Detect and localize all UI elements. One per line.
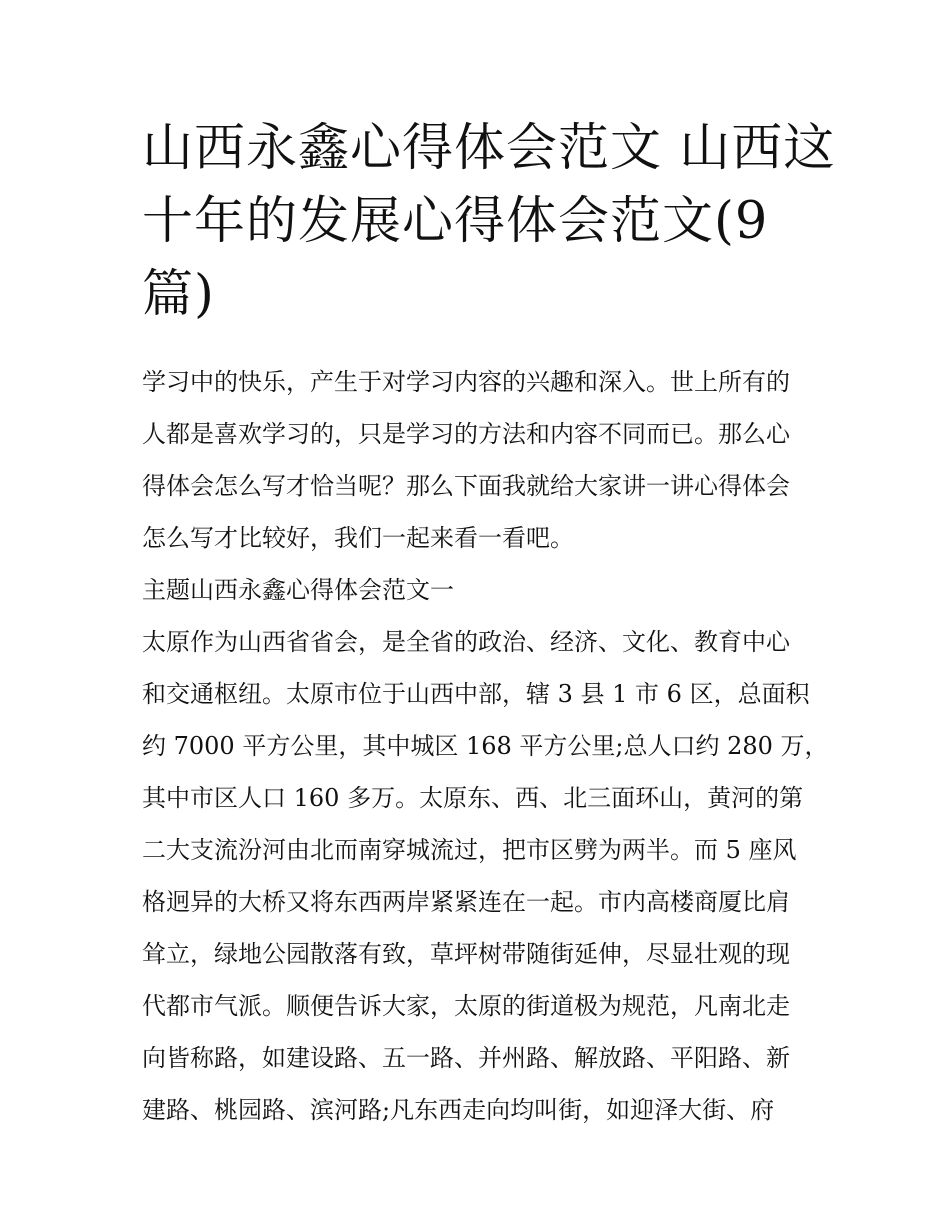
title-line: 十年的发展心得体会范文(9	[142, 192, 769, 251]
section-line: 耸立，绿地公园散落有致，草坪树带随街延伸，尽显壮观的现	[142, 940, 790, 968]
document-body	[142, 356, 829, 1136]
section-line: 和交通枢纽。太原市位于山西中部，辖 3 县 1 市 6 区，总面积	[142, 680, 810, 708]
intro-line: 学习中的快乐，产生于对学习内容的兴趣和深入。世上所有的	[142, 368, 790, 396]
section-line: 约 7000 平方公里，其中城区 168 平方公里;总人口约 280 万，	[142, 732, 829, 760]
section-line: 向皆称路，如建设路、五一路、并州路、解放路、平阳路、新	[142, 1044, 790, 1072]
document-title	[142, 112, 836, 331]
section-line: 格迥异的大桥又将东西两岸紧紧连在一起。市内高楼商厦比肩	[142, 888, 790, 916]
section-line: 建路、桃园路、滨河路;凡东西走向均叫街，如迎泽大街、府	[142, 1096, 775, 1124]
title-line: 篇)	[142, 265, 215, 324]
section-line: 太原作为山西省省会，是全省的政治、经济、文化、教育中心	[142, 628, 790, 656]
intro-line: 怎么写才比较好，我们一起来看一看吧。	[142, 524, 574, 552]
section-line: 代都市气派。顺便告诉大家，太原的街道极为规范，凡南北走	[142, 992, 790, 1020]
section-line: 其中市区人口 160 多万。太原东、西、北三面环山，黄河的第	[142, 784, 804, 812]
intro-line: 人都是喜欢学习的，只是学习的方法和内容不同而已。那么心	[142, 420, 790, 448]
section-line: 二大支流汾河由北而南穿城流过，把市区劈为两半。而 5 座风	[142, 836, 797, 864]
intro-line: 得体会怎么写才恰当呢？那么下面我就给大家讲一讲心得体会	[142, 472, 790, 500]
title-line: 山西永鑫心得体会范文 山西这	[142, 119, 836, 178]
section-heading: 主题山西永鑫心得体会范文一	[142, 576, 454, 604]
